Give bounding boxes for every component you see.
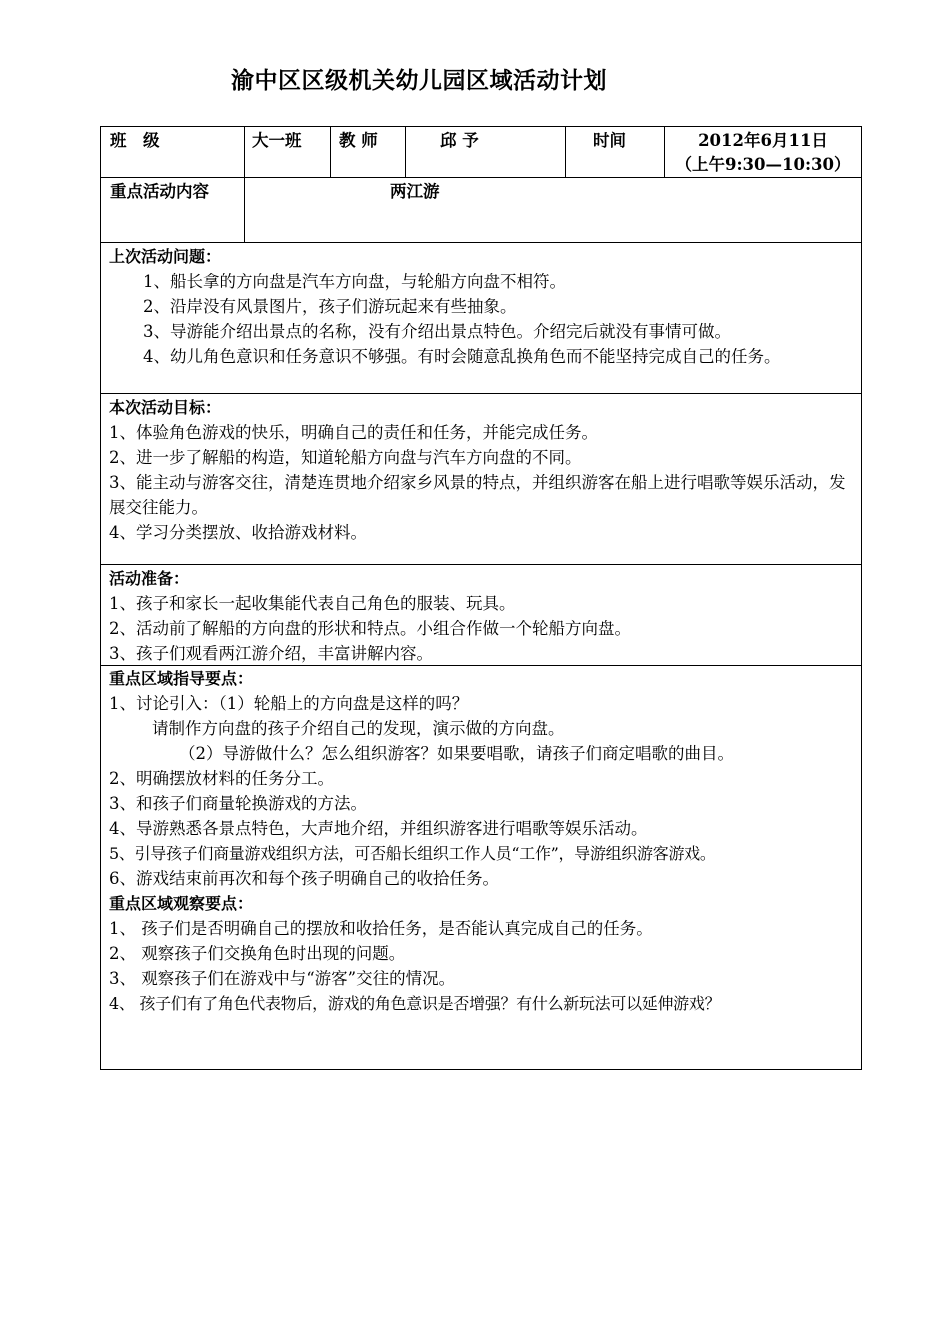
section-heading: 本次活动目标： [109, 398, 222, 417]
section-heading: 重点区域指导要点： [109, 669, 254, 688]
list-item: 2、 观察孩子们交换角色时出现的问题。 [109, 944, 406, 963]
list-item: 6、游戏结束前再次和每个孩子明确自己的收拾任务。 [109, 869, 499, 888]
section-heading: 活动准备： [109, 569, 190, 588]
list-item: 请制作方向盘的孩子介绍自己的发现，演示做的方向盘。 [152, 719, 565, 738]
class-label: 班 级 [110, 131, 160, 150]
list-item: 1、讨论引入：（1）轮船上的方向盘是这样的吗？ [109, 694, 469, 713]
goals-section [109, 395, 855, 545]
teacher-label: 教 师 [339, 131, 378, 150]
list-item: 3、 观察孩子们在游戏中与“游客”交往的情况。 [109, 969, 456, 988]
document-title: 渝中区区级机关幼儿园区域活动计划 [231, 68, 607, 94]
list-item: 4、幼儿角色意识和任务意识不够强。有时会随意乱换角色而不能坚持完成自己的任务。 [143, 347, 781, 366]
list-item: 2、活动前了解船的方向盘的形状和特点。小组合作做一个轮船方向盘。 [109, 619, 631, 638]
date-value: 2012年6月11日 [698, 131, 828, 150]
prep-section [109, 566, 855, 666]
list-item: 2、进一步了解船的构造，知道轮船方向盘与汽车方向盘的不同。 [109, 448, 582, 467]
table-divider [100, 242, 862, 243]
table-divider [100, 393, 862, 394]
time-value: （上午9:30—10:30） [675, 155, 851, 174]
guidance-section [109, 666, 855, 1016]
table-divider [100, 564, 862, 565]
table-divider [405, 126, 406, 178]
teacher-value: 邱 予 [440, 131, 479, 150]
table-divider [100, 177, 862, 178]
section-heading: 重点区域观察要点： [109, 894, 254, 913]
list-item: （2）导游做什么？怎么组织游客？如果要唱歌，请孩子们商定唱歌的曲目。 [179, 744, 734, 763]
focus-value: 两江游 [390, 182, 440, 201]
list-item: 4、学习分类摆放、收拾游戏材料。 [109, 523, 367, 542]
list-item: 1、船长拿的方向盘是汽车方向盘，与轮船方向盘不相符。 [143, 272, 566, 291]
table-divider [330, 126, 331, 178]
list-item: 2、明确摆放材料的任务分工。 [109, 769, 334, 788]
list-item: 1、体验角色游戏的快乐，明确自己的责任和任务，并能完成任务。 [109, 423, 598, 442]
list-item: 3、孩子们观看两江游介绍，丰富讲解内容。 [109, 644, 433, 663]
list-item: 1、孩子和家长一起收集能代表自己角色的服装、玩具。 [109, 594, 516, 613]
section-heading: 上次活动问题： [109, 247, 222, 266]
last-issues-section [109, 244, 855, 369]
table-divider [565, 126, 566, 178]
list-item: 3、导游能介绍出景点的名称，没有介绍出景点特色。介绍完后就没有事情可做。 [143, 322, 731, 341]
list-item: 4、导游熟悉各景点特色，大声地介绍，并组织游客进行唱歌等娱乐活动。 [109, 819, 648, 838]
class-value: 大一班 [252, 131, 302, 150]
list-item: 2、沿岸没有风景图片，孩子们游玩起来有些抽象。 [143, 297, 517, 316]
list-item: 1、 孩子们是否明确自己的摆放和收拾任务，是否能认真完成自己的任务。 [109, 919, 653, 938]
focus-label: 重点活动内容 [110, 182, 209, 201]
list-item: 3、和孩子们商量轮换游戏的方法。 [109, 794, 367, 813]
list-item: 5、引导孩子们商量游戏组织方法，可否船长组织工作人员“工作”，导游组织游客游戏。 [109, 844, 716, 863]
list-item: 3、能主动与游客交往，清楚连贯地介绍家乡风景的特点，并组织游客在船上进行唱歌等娱乐活动，发展交往能力。 [109, 473, 846, 517]
table-divider [244, 126, 245, 242]
time-label: 时间 [593, 131, 626, 150]
list-item: 4、 孩子们有了角色代表物后，游戏的角色意识是否增强？有什么新玩法可以延伸游戏？ [109, 994, 721, 1013]
